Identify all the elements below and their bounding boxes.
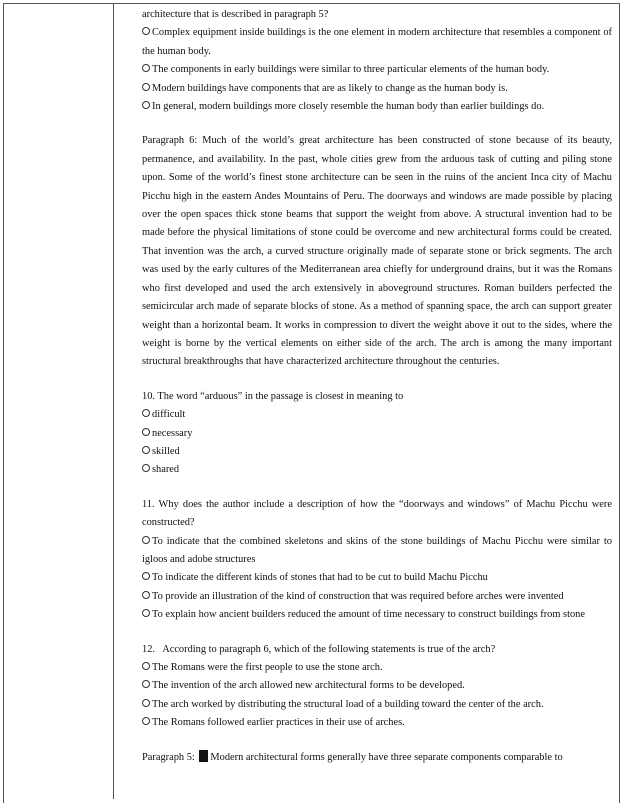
radio-icon[interactable] [142,428,150,436]
q10-option-1[interactable]: difficult [142,406,612,424]
q11-stem: 11. Why does the author include a description of how the “doorways and windows” of Machu Picchu were constructed? [142,498,612,529]
radio-icon[interactable] [142,572,150,580]
radio-icon[interactable] [142,27,150,35]
radio-icon[interactable] [142,680,150,688]
paragraph-5-label: Paragraph 5: [142,751,195,763]
q12-option-3[interactable]: The arch worked by distributing the structural load of a building toward the center of the arch. [142,696,612,714]
radio-icon[interactable] [142,101,150,109]
q9-option-4[interactable]: In general, modern buildings more closely resemble the human body than earlier buildings do. [142,98,612,116]
radio-icon[interactable] [142,446,150,454]
radio-icon[interactable] [142,609,150,617]
radio-icon[interactable] [142,591,150,599]
radio-icon[interactable] [142,83,150,91]
q10-option-4[interactable]: shared [142,461,612,479]
radio-icon[interactable] [142,717,150,725]
paragraph-5-text: Modern architectural forms generally have three separate components comparable to [210,751,563,763]
q11-option-4[interactable]: To explain how ancient builders reduced the amount of time necessary to construct buildings from stone [142,606,612,624]
column-divider [113,3,114,799]
q11-option-2[interactable]: To indicate the different kinds of stones that had to be cut to build Machu Picchu [142,569,612,587]
paragraph-6: Paragraph 6: Much of the world’s great architecture has been constructed of stone because of its beauty, permanence, and availability. In the past, whole cities grew from the arduous task of cutting and piling stone upon. Some of the world’s finest stone architecture can be seen in the ruins of the ancient Inca city of Machu Picchu high in the eastern Andes Mountains of Peru. The doorways and windows are made possible by placing over the open spaces thick stone beams that support the weight from above. A structural invention had to be made before the physical limitations of stone could be overcome and new architectural forms could be created. That invention was the arch, a curved structure originally made of separate stone or brick segments. The arch was used by the early cultures of the Mediterranean area chiefly for underground drains, but it was the Romans who first developed and used the arch extensively in aboveground structures. Roman builders perfected the semicircular arch made of separate blocks of stone. As a method of spanning space, the arch can support greater weight than a horizontal beam. It works in compression to divert the weight above it out to the sides, where the weight is borne by the vertical elements on either side of the arch. The arch is among the many important structural breakthroughs that have characterized architecture throughout the centuries. [142,135,612,368]
q12-stem: 12. According to paragraph 6, which of the following statements is true of the arch? [142,643,496,655]
q9-option-1[interactable]: Complex equipment inside buildings is the one element in modern architecture that resembles a component of the human body. [142,27,612,57]
radio-icon[interactable] [142,409,150,417]
radio-icon[interactable] [142,536,150,544]
radio-icon[interactable] [142,64,150,72]
q9-option-3[interactable]: Modern buildings have components that are as likely to change as the human body is. [142,80,612,98]
q11-option-3[interactable]: To provide an illustration of the kind of construction that was required before arches were invented [142,588,612,606]
q12-option-4[interactable]: The Romans followed earlier practices in their use of arches. [142,714,612,732]
q10-option-3[interactable]: skilled [142,443,612,461]
radio-icon[interactable] [142,699,150,707]
q10-stem: 10. The word “arduous” in the passage is closest in meaning to [142,390,404,402]
question-cell [142,6,612,767]
radio-icon[interactable] [142,662,150,670]
paragraph-5-start [142,749,612,767]
q12-option-2[interactable]: The invention of the arch allowed new architectural forms to be developed. [142,677,612,695]
radio-icon[interactable] [142,464,150,472]
q12-option-1[interactable]: The Romans were the first people to use the stone arch. [142,659,612,677]
insert-marker-icon [199,750,208,762]
q10-option-2[interactable]: necessary [142,425,612,443]
q11-option-1[interactable]: To indicate that the combined skeletons and skins of the stone buildings of Machu Picchu were similar to igloos and adobe structures [142,535,612,565]
q9-option-2[interactable]: The components in early buildings were similar to three particular elements of the human body. [142,61,612,79]
q9-stem-end: architecture that is described in paragraph 5? [142,9,329,20]
